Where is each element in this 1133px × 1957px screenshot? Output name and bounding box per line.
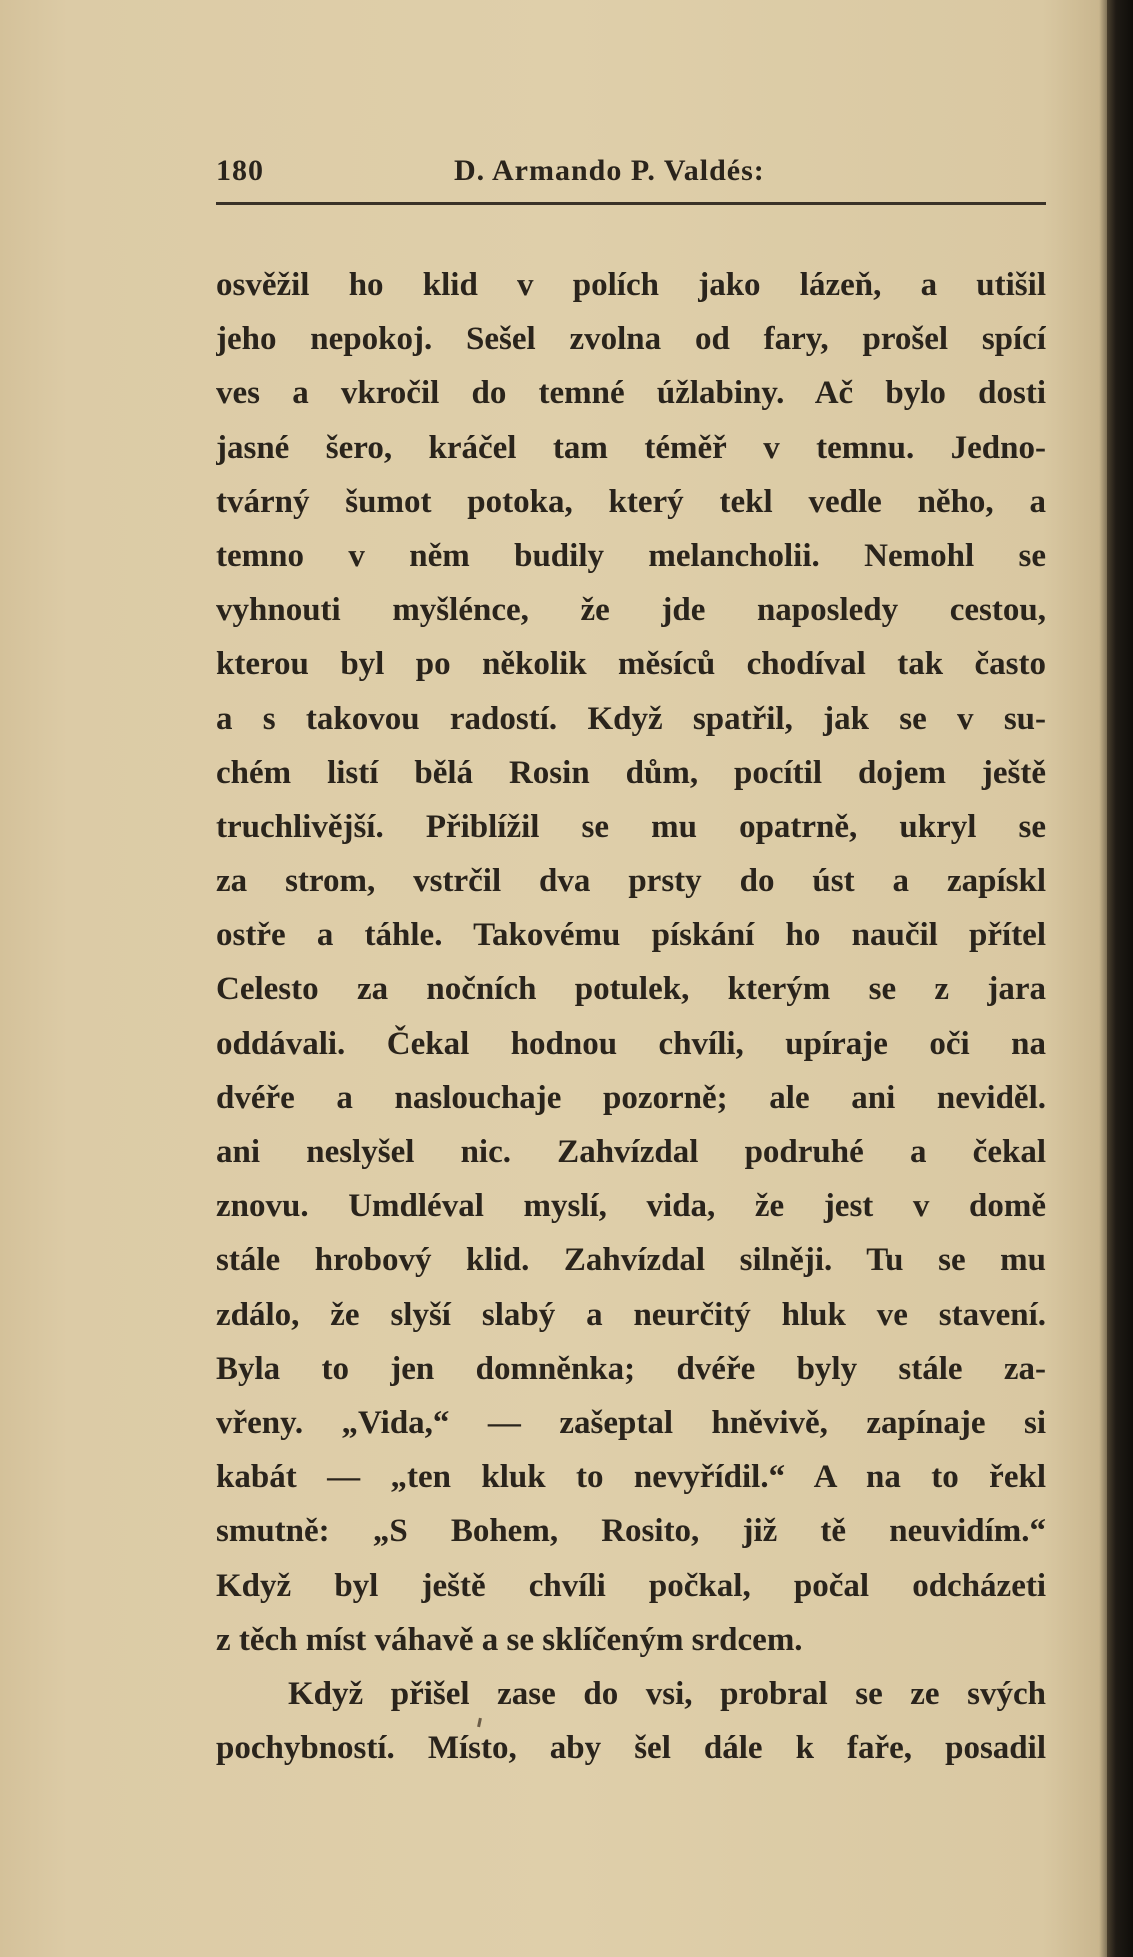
text-line: zdálo, že slyší slabý a neurčitý hluk ve stavení. <box>216 1296 1046 1333</box>
text-line: vřeny. „Vida,“ — zašeptal hněvivě, zapínaje si <box>216 1404 1046 1441</box>
text-line: z těch míst váhavě a se sklíčeným srdcem. <box>216 1621 803 1658</box>
text-line: kabát — „ten kluk to nevyřídil.“ A na to řekl <box>216 1459 1046 1496</box>
binding-shadow <box>1107 0 1133 1957</box>
text-line: za strom, vstrčil dva prsty do úst a zapískl <box>216 863 1046 900</box>
text-line: chém listí bělá Rosin dům, pocítil dojem ještě <box>216 754 1046 791</box>
text-line: smutně: „S Bohem, Rosito, již tě neuvidím.“ <box>216 1513 1046 1550</box>
text-line: oddávali. Čekal hodnou chvíli, upíraje oči na <box>216 1025 1046 1062</box>
body-text <box>216 258 1046 1775</box>
text-line: ani neslyšel nic. Zahvízdal podruhé a čekal <box>216 1134 1046 1170</box>
text-line: pochybností. Místo, aby šel dále k faře, posadil <box>216 1730 1046 1767</box>
running-head: D. Armando P. Valdés: <box>454 154 765 187</box>
text-line: Celesto za nočních potulek, kterým se z jara <box>216 971 1046 1008</box>
text-line: osvěžil ho klid v polích jako lázeň, a utišil <box>216 267 1046 303</box>
text-line: Byla to jen domněnka; dvéře byly stále za- <box>216 1350 1046 1387</box>
text-line: znovu. Umdléval myslí, vida, že jest v domě <box>216 1188 1046 1225</box>
text-line: truchlivější. Přiblížil se mu opatrně, ukryl se <box>216 808 1046 845</box>
text-line: ostře a táhle. Takovému pískání ho naučil přítel <box>216 917 1046 954</box>
text-line: jasné šero, kráčel tam téměř v temnu. Jedno- <box>216 429 1046 466</box>
page-header <box>216 150 1046 196</box>
text-line: Když přišel zase do vsi, probral se ze svých <box>288 1675 1046 1712</box>
text-line: jeho nepokoj. Sešel zvolna od fary, prošel spící <box>216 321 1046 358</box>
text-line: vyhnouti myšlénce, že jde naposledy cestou, <box>216 592 1046 629</box>
text-line: temno v něm budily melancholii. Nemohl se <box>216 537 1046 574</box>
header-rule <box>216 202 1046 205</box>
text-line: Když byl ještě chvíli počkal, počal odcházeti <box>216 1567 1046 1604</box>
text-line: kterou byl po několik měsíců chodíval tak často <box>216 646 1046 683</box>
text-line: tvárný šumot potoka, který tekl vedle něho, a <box>216 483 1046 520</box>
text-line: dvéře a naslouchaje pozorně; ale ani neviděl. <box>216 1079 1046 1116</box>
text-line: ves a vkročil do temné úžlabiny. Ač bylo dosti <box>216 375 1046 412</box>
text-line: a s takovou radostí. Když spatřil, jak se v su- <box>216 700 1046 737</box>
text-line: stále hrobový klid. Zahvízdal silněji. Tu se mu <box>216 1242 1046 1279</box>
page-number: 180 <box>216 154 264 187</box>
